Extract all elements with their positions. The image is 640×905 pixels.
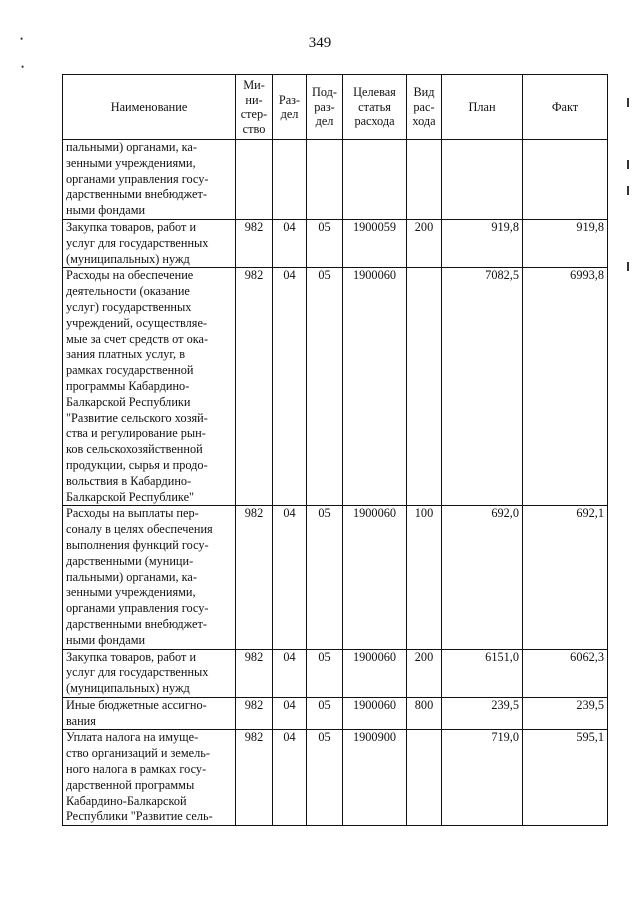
header-section: Раз- дел xyxy=(273,75,307,140)
row-target: 1900060 xyxy=(343,268,407,506)
row-plan: 919,8 xyxy=(442,219,523,267)
row-name: Уплата налога на имуще- ство организаций и земель- ного налога в рамках госу- дарственной программы Кабардино-Балкарской Республики "Развитие сель- xyxy=(63,730,236,826)
row-fact: 595,1 xyxy=(523,730,608,826)
row-subsection: 05 xyxy=(307,697,343,730)
row-section: 04 xyxy=(273,219,307,267)
row-fact: 6062,3 xyxy=(523,649,608,697)
table-row xyxy=(63,649,608,697)
row-plan: 239,5 xyxy=(442,697,523,730)
scan-edge-mark xyxy=(627,98,629,107)
row-subsection: 05 xyxy=(307,649,343,697)
header-name: Наименование xyxy=(63,75,236,140)
row-name: пальными) органами, ка- зенными учреждениями, органами управления госу- дарственными внебюджет- ными фондами xyxy=(63,140,236,220)
row-name: Расходы на выплаты пер- соналу в целях обеспечения выполнения функций госу- дарственными (муници- пальными) органами, ка- зенными учреждениями, органами управления госу- дарственными внебюджет- ными фондами xyxy=(63,506,236,649)
row-target: 1900060 xyxy=(343,697,407,730)
header-fact: Факт xyxy=(523,75,608,140)
row-name: Закупка товаров, работ и услуг для государственных (муниципальных) нужд xyxy=(63,649,236,697)
scan-edge-mark xyxy=(627,262,629,271)
header-target: Целевая статья расхода xyxy=(343,75,407,140)
row-subsection: 05 xyxy=(307,506,343,649)
table-header-row xyxy=(63,75,608,140)
table-row xyxy=(63,219,608,267)
row-section: 04 xyxy=(273,268,307,506)
row-section: 04 xyxy=(273,730,307,826)
scan-edge-mark xyxy=(627,186,629,195)
row-ministry xyxy=(236,140,273,220)
row-subsection: 05 xyxy=(307,219,343,267)
header-subsection: Под- раз- дел xyxy=(307,75,343,140)
row-target xyxy=(343,140,407,220)
row-plan xyxy=(442,140,523,220)
row-name: Иные бюджетные ассигно- вания xyxy=(63,697,236,730)
row-fact: 6993,8 xyxy=(523,268,608,506)
row-fact: 239,5 xyxy=(523,697,608,730)
row-ministry: 982 xyxy=(236,219,273,267)
row-ministry: 982 xyxy=(236,697,273,730)
scan-edge-mark xyxy=(627,160,629,169)
header-expense-type: Вид рас- хода xyxy=(407,75,442,140)
row-fact: 919,8 xyxy=(523,219,608,267)
row-expense-type xyxy=(407,268,442,506)
header-plan: План xyxy=(442,75,523,140)
row-fact: 692,1 xyxy=(523,506,608,649)
row-plan: 6151,0 xyxy=(442,649,523,697)
row-plan: 692,0 xyxy=(442,506,523,649)
row-expense-type: 100 xyxy=(407,506,442,649)
table-row xyxy=(63,140,608,220)
row-name: Расходы на обеспечение деятельности (оказание услуг) государственных учреждений, осуществляе- мые за счет средств от ока- зания платных услуг, в рамках государственной программы Кабардино- Балкарской Республики "Развитие сельского хозяй- ства и регулирование рын- ков сельскохозяйственной продукции, сырья и продо- вольствия в Кабардино- Балкарской Республике" xyxy=(63,268,236,506)
row-expense-type: 200 xyxy=(407,219,442,267)
row-expense-type: 200 xyxy=(407,649,442,697)
table-row xyxy=(63,506,608,649)
row-expense-type xyxy=(407,140,442,220)
row-subsection xyxy=(307,140,343,220)
row-ministry: 982 xyxy=(236,649,273,697)
row-ministry: 982 xyxy=(236,506,273,649)
row-expense-type: 800 xyxy=(407,697,442,730)
table-row xyxy=(63,730,608,826)
row-section: 04 xyxy=(273,697,307,730)
row-ministry: 982 xyxy=(236,268,273,506)
table-row xyxy=(63,268,608,506)
header-ministry: Ми- ни- стер- ство xyxy=(236,75,273,140)
row-section xyxy=(273,140,307,220)
row-subsection: 05 xyxy=(307,268,343,506)
row-plan: 7082,5 xyxy=(442,268,523,506)
row-section: 04 xyxy=(273,506,307,649)
row-target: 1900060 xyxy=(343,506,407,649)
row-plan: 719,0 xyxy=(442,730,523,826)
budget-table xyxy=(62,74,608,826)
row-section: 04 xyxy=(273,649,307,697)
page-number: 349 xyxy=(308,35,332,51)
row-ministry: 982 xyxy=(236,730,273,826)
table-row xyxy=(63,697,608,730)
row-expense-type xyxy=(407,730,442,826)
row-fact xyxy=(523,140,608,220)
row-target: 1900059 xyxy=(343,219,407,267)
row-name: Закупка товаров, работ и услуг для государственных (муниципальных) нужд xyxy=(63,219,236,267)
scan-artifact-mark: • xyxy=(21,62,25,72)
row-target: 1900900 xyxy=(343,730,407,826)
scan-artifact-mark: • xyxy=(20,34,24,44)
row-target: 1900060 xyxy=(343,649,407,697)
row-subsection: 05 xyxy=(307,730,343,826)
